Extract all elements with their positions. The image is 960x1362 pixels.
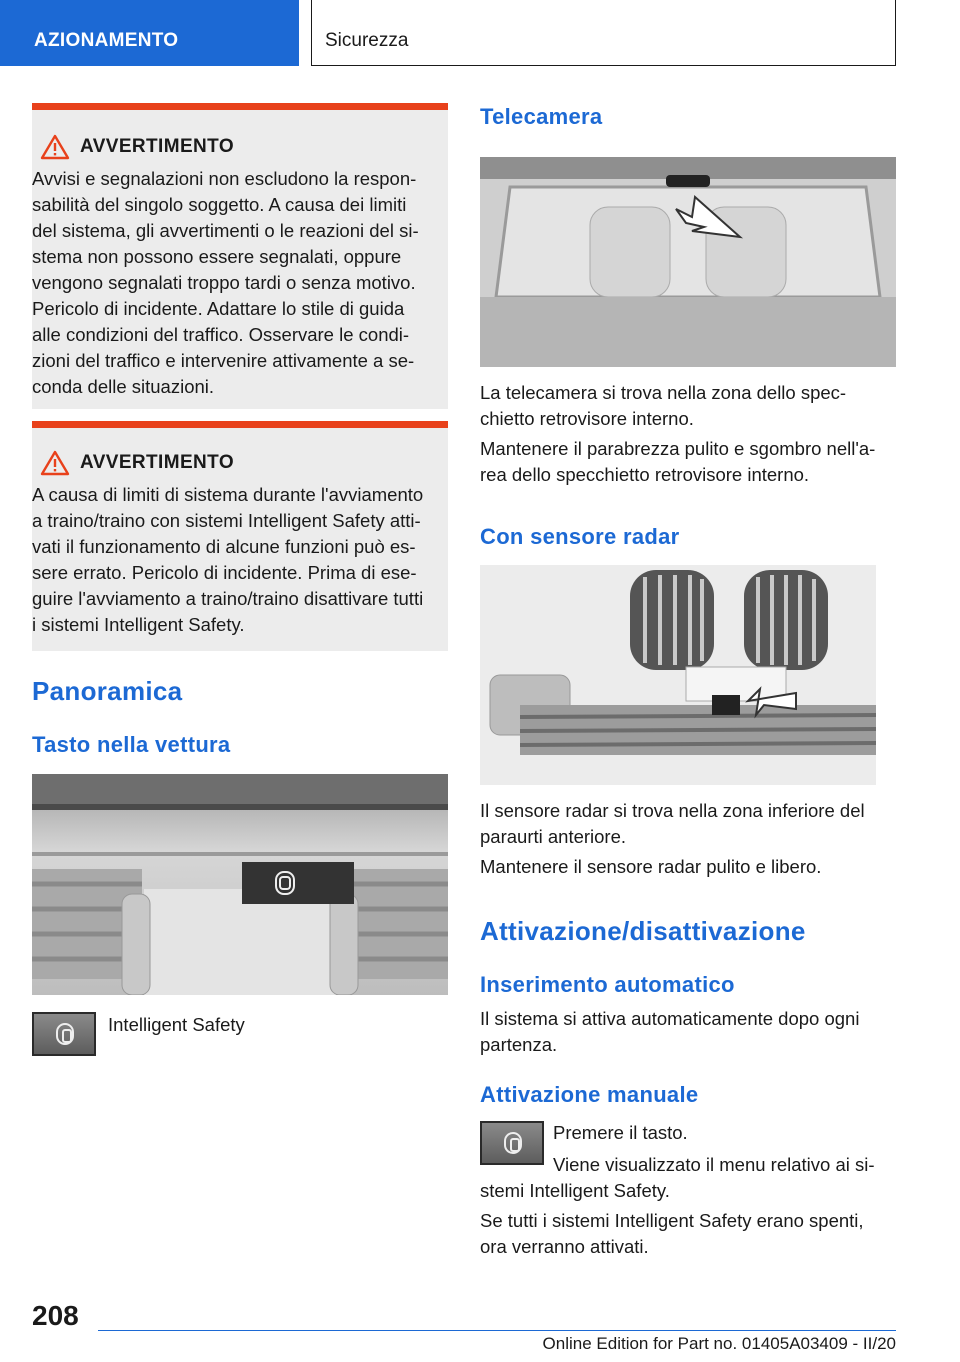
heading-sensore-radar: Con sensore radar bbox=[480, 524, 680, 549]
manuale-text-3: Se tutti i sistemi Intelligent Safety erano spenti, ora verranno attivati. bbox=[480, 1210, 864, 1257]
edition-note: Online Edition for Part no. 01405A03409 - II/20 bbox=[542, 1334, 896, 1353]
warning-title: AVVERTIMENTO bbox=[80, 452, 234, 473]
camera-photo bbox=[480, 157, 896, 367]
warning-text: Avvisi e segnalazioni non escludono la respon- sabilità del singolo soggetto. A causa dei limiti del sistema, gli avvertimenti o le reazioni del si- stema non possono essere segnalati, oppure vengono segnalati troppo tardi o senza motivo. Pericolo di incidente. Adattare lo stile di guida alle condizioni del traffico. Osservare le condi- zioni del traffico e intervenire attivamente a se- conda delle situazioni. bbox=[32, 168, 419, 397]
section-tab: AZIONAMENTO bbox=[0, 0, 299, 66]
warning-box-2 bbox=[32, 421, 448, 651]
auto-text: Il sistema si attiva automaticamente dopo ogni partenza. bbox=[480, 1008, 860, 1055]
telecamera-text-1: La telecamera si trova nella zona dello spec- chietto retrovisore interno. bbox=[480, 382, 847, 429]
manuale-text-1: Premere il tasto. bbox=[553, 1122, 688, 1143]
heading-tasto-vettura: Tasto nella vettura bbox=[32, 732, 231, 757]
heading-telecamera: Telecamera bbox=[480, 104, 603, 129]
button-caption: Intelligent Safety bbox=[108, 1014, 245, 1035]
heading-attivazione-manuale: Attivazione manuale bbox=[480, 1082, 699, 1107]
heading-attivazione: Attivazione/disattivazione bbox=[480, 916, 806, 946]
heading-panoramica: Panoramica bbox=[32, 676, 183, 706]
manuale-text-2-line-1: Viene visualizzato il menu relativo ai si- bbox=[553, 1154, 875, 1175]
intelligent-safety-button-image bbox=[32, 1012, 96, 1056]
telecamera-text-2: Mantenere il parabrezza pulito e sgombro nell'a- rea dello specchietto retrovisore interno. bbox=[480, 438, 876, 485]
intelligent-safety-icon bbox=[504, 1132, 522, 1154]
intelligent-safety-icon bbox=[56, 1023, 74, 1045]
topic-tab: Sicurezza bbox=[311, 0, 896, 66]
radar-text-2: Mantenere il sensore radar pulito e libero. bbox=[480, 856, 822, 877]
footer-divider bbox=[98, 1330, 896, 1331]
warning-text: A causa di limiti di sistema durante l'avviamento a traino/traino con sistemi Intelligent Safety atti- vati il funzionamento di alcune funzioni può es- sere errato. Pericolo di incidente. Prima di ese- guire l'avviamento a traino/traino disattivare tutti i sistemi Intelligent Safety. bbox=[32, 484, 424, 635]
heading-inserimento-automatico: Inserimento automatico bbox=[480, 972, 735, 997]
manuale-text-2-line-2: stemi Intelligent Safety. bbox=[480, 1180, 670, 1201]
warning-triangle-icon bbox=[40, 134, 70, 160]
radar-photo bbox=[480, 565, 876, 785]
page-number: 208 bbox=[32, 1300, 79, 1331]
warning-box-1 bbox=[32, 103, 448, 409]
radar-text-1: Il sensore radar si trova nella zona inferiore del paraurti anteriore. bbox=[480, 800, 865, 847]
warning-title: AVVERTIMENTO bbox=[80, 136, 234, 157]
warning-triangle-icon bbox=[40, 450, 70, 476]
intelligent-safety-button-image bbox=[480, 1121, 544, 1165]
dashboard-button-photo bbox=[32, 774, 448, 995]
